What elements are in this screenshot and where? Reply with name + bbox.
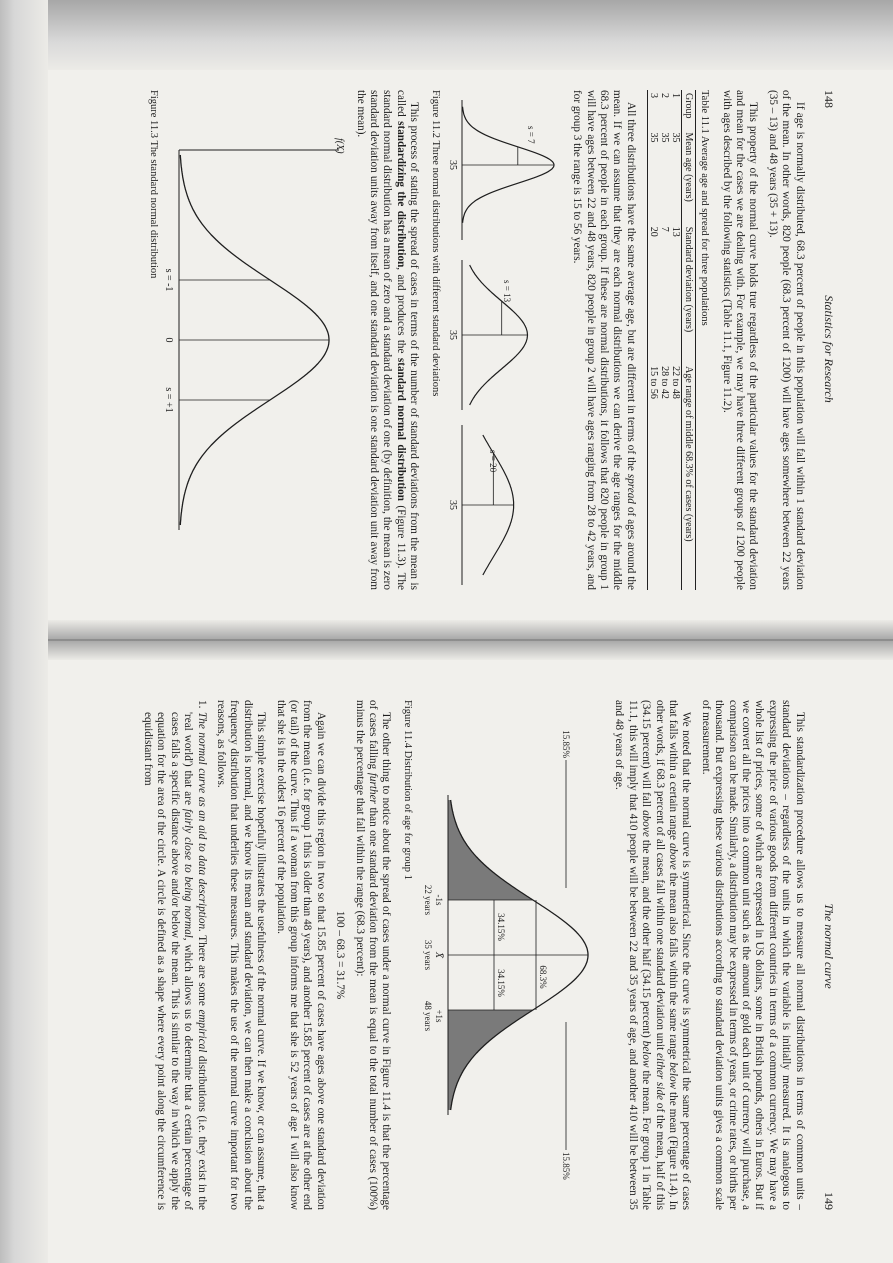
table-cell: 20: [647, 224, 659, 363]
left-half-percent: 34.15%: [495, 913, 506, 941]
table-caption: Table 11.1 Average age and spread for three populations: [699, 90, 711, 326]
table-cell: 28 to 42: [658, 366, 670, 399]
sd-label: s = 20: [487, 450, 498, 473]
paragraph: All three distributions have the same average age, but are different in terms of the spread of ages around the mean. If we can assume that they are each normal distributions we can derive the age ranges for the middle 68.3 percent of people in each group. If these are normal distributions, it follows that 820 people in group 1 will have ages between 22 and 48 years, 820 people in group 2 will have ages ranging from 28 to 42 years, and for group 3 the range is 15 to 56 years.: [571, 90, 637, 590]
table-row: [647, 90, 659, 590]
running-title: The normal curve: [822, 903, 836, 989]
plus-one-s-label: +1s: [433, 1009, 444, 1023]
table-header: Age range of middle 68.3% of cases (years): [681, 363, 695, 590]
page-number: 148: [822, 90, 836, 108]
paragraph: This property of the normal curve holds true regardless of the particular values for the standard deviation and mean for the cases we are dealing with. For example, we may have three different groups of 1200 people with ages described by the following statistics (Table 11.1, Figure 11.2).: [720, 90, 760, 590]
y-axis-label: f(X): [334, 138, 346, 154]
tick-label: s = -1: [163, 268, 175, 292]
table-cell: 13: [669, 226, 681, 237]
tick-label: 0: [163, 337, 175, 343]
formula: 100 – 68.3 = 31.7%: [334, 910, 347, 1000]
table-row: [659, 90, 670, 590]
tick-label: s = +1: [163, 387, 175, 413]
age-35-label: 35 years: [422, 939, 433, 971]
middle-percent: 68.3%: [537, 965, 548, 989]
table-cell: 22 to 48: [669, 366, 681, 399]
age-22-label: 22 years: [422, 884, 433, 916]
paragraph: If age is normally distributed, 68.3 percent of people in this population will fall within 1 standard deviation of the mean. In other words, 820 people (68.3 percent of 1200) will have ages somewhere between 22 years (35 – 13) and 48 years (35 + 13).: [766, 90, 806, 590]
list-item: 1. The normal curve as an aid to data description. There are some empirical distributions (i.e. they exist in the 'real world') that are fairly close to being normal, which allows us to determine that a certain percentage of cases falls a specific distance above and/or below the mean. This is similar to the way in which we apply the equation for the area of the circle. A circle is defined as a shape where every point along the circumference is equidistant from: [142, 700, 208, 1211]
mean-tick-label: 35: [446, 330, 458, 340]
table-cell: 3: [647, 90, 659, 129]
paragraph: This standardization procedure allows us to measure all normal distributions in terms of common units – standard deviations – regardless of the units in which the variable is initially measured. It is analogous to expressing the price of various goods from different countries in terms of a common currency. We may have a whole list of prices, some of which are expressed in US dollars, some in British pounds, others in Euros. But if we convert all the prices into a common unit such as the amount of gold each unit of currency will purchase, a comparison can be made. Similarly, a distribution may be expressed in terms of years, or crime rates, or births per thousand. But expressing these various distributions according to standard deviation units gives a common scale of measurement.: [699, 700, 806, 1210]
scan-bottom-shadow: [0, 0, 48, 1263]
sd-label: s = 7: [525, 126, 536, 144]
table-cell: 2: [658, 93, 670, 98]
table-header: Mean age (years): [681, 129, 695, 223]
paragraph: This process of stating the spread of cases in terms of the number of standard deviations from the mean is called standardizing the distribution, and produces the standard normal distribution (Figure 11.3). The standard normal distribution has a mean of zero and a standard deviation of one (by definition, the mean is zero standard deviation units away from itself, and one standard deviation is one standard deviation unit away from the mean).: [354, 90, 421, 590]
figure-caption: Figure 11.2 Three normal distributions with different standard deviations: [429, 90, 441, 397]
right-tail-shading: [448, 1010, 533, 1110]
book-gutter: [0, 620, 893, 660]
figure-caption: Figure 11.3 The standard normal distribution: [148, 90, 160, 279]
mean-symbol: X̄: [432, 951, 444, 959]
minus-one-s-label: -1s: [433, 894, 444, 906]
table-header: Standard deviation (years): [681, 224, 695, 363]
age-48-label: 48 years: [422, 1000, 433, 1032]
figure-age-distribution-group1: [416, 700, 606, 1210]
page-number: 149: [822, 1191, 836, 1210]
scan-edge-shadow: [0, 0, 893, 70]
table-cell: 35: [669, 132, 681, 143]
running-title: Statistics for Research: [822, 295, 836, 403]
mean-tick-label: 35: [446, 160, 458, 170]
right-running-head: [822, 700, 835, 1210]
paragraph: The other thing to notice about the spread of cases under a normal curve in Figure 11.4 is that the percentage of cases falling further than one standard deviation from the mean is equal to the total number of cases (100%) minus the percentage that fall within the range (68.3 percent):: [353, 700, 393, 1210]
paragraph: This simple exercise hopefully illustrates the usefulness of the normal curve. If we know, or can assume, that a distribution is normal, and we know its mean and standard deviation, we can then make a conclusion about the frequency distribution that underlies these measures. This makes the use of the normal curve important for two reasons, as follows.: [215, 700, 268, 1210]
right-page: [135, 700, 835, 1210]
table-header: Group: [681, 90, 695, 129]
left-tail-shading: [448, 800, 533, 900]
left-page: [139, 90, 835, 590]
paragraph: Again we can divide this region in two so that 15.85 percent of cases have ages above one standard deviation from the mean (i.e. for group 1 this is older than 48 years), and another 15.85 percent of cases are at the other end (or tail) of the curve. Thus if a woman from this group informs me that she is 52 years of age I will also know that she is in the oldest 16 percent of the population.: [274, 700, 327, 1210]
table-cell: 35: [647, 129, 659, 223]
mean-tick-label: 35: [446, 500, 458, 510]
table-row: [670, 90, 682, 590]
right-half-percent: 34.15%: [495, 969, 506, 997]
left-running-head: [822, 90, 835, 590]
sd-label: s = 13: [501, 280, 512, 303]
figure-caption: Figure 11.4 Distribution of age for group 1: [401, 700, 413, 880]
table-cell: 7: [658, 226, 670, 232]
age-spread-table: [647, 90, 696, 590]
table-cell: 1: [669, 93, 681, 98]
left-tail-percent: 15.85%: [560, 730, 571, 758]
table-cell: 15 to 56: [647, 363, 659, 590]
paragraph: We noted that the normal curve is symmetrical. Since the curve is symmetrical the same percentage of cases that falls within a certain range above the mean also falls within the same range below the mean (Figure 11.4). In other words, if 68.3 percent of all cases fall within one standard deviation unit either side of the mean, half of this (34.15 percent) will fall above the mean, and the other half (34.15 percent) below the mean. For group 1 in Table 11.1, this will imply that 410 people will be between 22 and 35 years of age, and another 410 will be between 35 and 48 years of age.: [613, 700, 693, 1210]
table-cell: 35: [658, 132, 670, 143]
figure-three-normal-curves: [444, 90, 564, 590]
figure-standard-normal: [162, 90, 347, 590]
right-tail-percent: 15.85%: [560, 1152, 571, 1180]
